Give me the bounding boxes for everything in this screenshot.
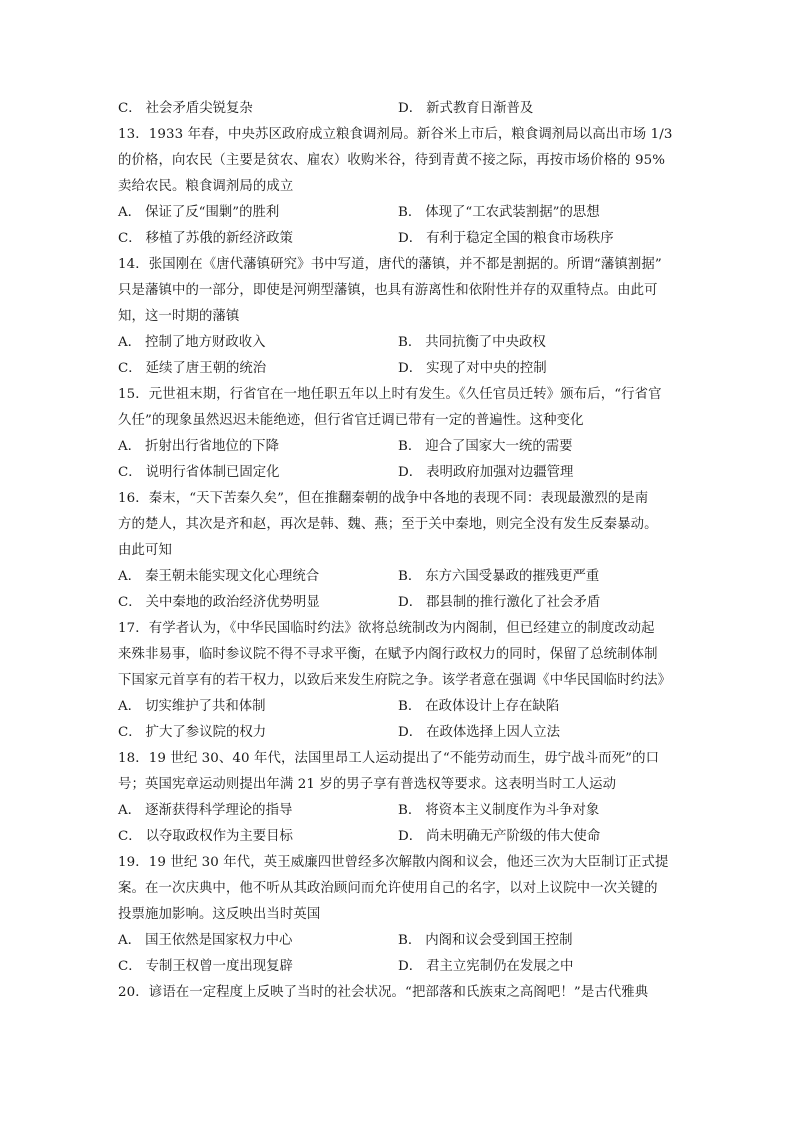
question-stem-start: 15．元世祖末期，行省官在一地任职五年以上时有发生。《久任官员迁转》颁布后，“行省官 bbox=[118, 387, 662, 402]
option-row bbox=[118, 464, 678, 482]
option-c[interactable] bbox=[118, 828, 293, 846]
question-stem-line: 下国家元首享有的若干权力，以致后来发生府院之争。该学者意在强调《中华民国临时约法》 bbox=[118, 673, 672, 688]
option-text: 迎合了国家大一统的需要 bbox=[425, 439, 573, 454]
question-stem-line: 卖给农民。粮食调剂局的成立 bbox=[118, 179, 294, 194]
option-row bbox=[118, 802, 678, 820]
option-letter: D． bbox=[398, 829, 423, 844]
question-stem-line: 只是藩镇中的一部分，即使是河朔型藩镇，也具有游离性和依附性并存的双重特点。由此可 bbox=[118, 283, 658, 298]
option-text: 关中秦地的政治经济优势明显 bbox=[145, 595, 320, 610]
option-row bbox=[118, 932, 678, 950]
question-stem-start: 18．19 世纪 30、40 年代，法国里昂工人运动提出了“不能劳动而生，毋宁战斗而死”的口 bbox=[118, 751, 660, 766]
option-d[interactable] bbox=[398, 828, 600, 846]
option-letter: C． bbox=[118, 595, 142, 610]
option-text: 在政体设计上存在缺陷 bbox=[425, 699, 560, 714]
option-row bbox=[118, 828, 678, 846]
option-row bbox=[118, 230, 678, 248]
option-b[interactable] bbox=[398, 932, 573, 950]
option-text: 东方六国受暴政的摧残更严重 bbox=[425, 569, 600, 584]
option-letter: A． bbox=[118, 933, 142, 948]
option-b[interactable] bbox=[398, 698, 559, 716]
option-letter: B． bbox=[398, 699, 422, 714]
option-letter: C． bbox=[118, 829, 142, 844]
option-a[interactable] bbox=[118, 334, 266, 352]
option-c[interactable] bbox=[118, 100, 253, 118]
option-c[interactable] bbox=[118, 594, 320, 612]
option-row bbox=[118, 438, 678, 456]
option-c[interactable] bbox=[118, 360, 266, 378]
option-letter: A． bbox=[118, 569, 142, 584]
option-letter: A． bbox=[118, 699, 142, 714]
option-row bbox=[118, 698, 678, 716]
question-stem-start: 13．1933 年春，中央苏区政府成立粮食调剂局。新谷米上市后，粮食调剂局以高出市场 1/3 bbox=[118, 127, 673, 142]
option-letter: C． bbox=[118, 725, 142, 740]
option-text: 实现了对中央的控制 bbox=[426, 361, 547, 376]
question-stem-line: 投票施加影响。这反映出当时英国 bbox=[118, 907, 321, 922]
option-letter: B． bbox=[398, 335, 422, 350]
question-stem-start: 16．秦末，“天下苦秦久矣”，但在推翻秦朝的战争中各地的表现不同：表现最激烈的是南 bbox=[118, 491, 649, 506]
option-d[interactable] bbox=[398, 100, 533, 118]
option-text: 表明政府加强对边疆管理 bbox=[426, 465, 574, 480]
option-letter: D． bbox=[398, 361, 423, 376]
option-letter: C． bbox=[118, 101, 142, 116]
option-a[interactable] bbox=[118, 802, 292, 820]
option-row bbox=[118, 100, 678, 118]
option-text: 切实维护了共和体制 bbox=[145, 699, 266, 714]
option-text: 国王依然是国家权力中心 bbox=[145, 933, 293, 948]
question-stem-line: 案。在一次庆典中，他不听从其政治顾问而允许使用自己的名字，以对上议院中一次关键的 bbox=[118, 881, 658, 896]
option-text: 控制了地方财政收入 bbox=[145, 335, 266, 350]
option-text: 折射出行省地位的下降 bbox=[145, 439, 279, 454]
option-letter: A． bbox=[118, 205, 142, 220]
option-d[interactable] bbox=[398, 958, 573, 976]
option-row bbox=[118, 958, 678, 976]
option-b[interactable] bbox=[398, 204, 600, 222]
option-letter: D． bbox=[398, 231, 423, 246]
option-letter: C． bbox=[118, 959, 142, 974]
option-text: 新式教育日渐普及 bbox=[426, 101, 534, 116]
option-b[interactable] bbox=[398, 438, 573, 456]
option-text: 延续了唐王朝的统治 bbox=[145, 361, 267, 376]
option-letter: B． bbox=[398, 569, 422, 584]
option-letter: D． bbox=[398, 595, 423, 610]
option-letter: D． bbox=[398, 465, 423, 480]
option-row bbox=[118, 334, 678, 352]
option-text: 内阁和议会受到国王控制 bbox=[425, 933, 573, 948]
option-text: 逐渐获得科学理论的指导 bbox=[145, 803, 293, 818]
option-text: 有利于稳定全国的粮食市场秩序 bbox=[426, 231, 614, 246]
option-a[interactable] bbox=[118, 438, 279, 456]
question-stem-start: 20．谚语在一定程度上反映了当时的社会状况。“把部落和氏族束之高阁吧！”是古代雅典 bbox=[118, 985, 649, 1000]
question-stem-start: 19．19 世纪 30 年代，英王威廉四世曾经多次解散内阁和议会，他还三次为大臣制订正式提 bbox=[118, 855, 669, 870]
option-a[interactable] bbox=[118, 698, 266, 716]
option-c[interactable] bbox=[118, 724, 266, 742]
option-letter: D． bbox=[398, 959, 423, 974]
option-b[interactable] bbox=[398, 334, 546, 352]
option-text: 保证了反“围剿”的胜利 bbox=[145, 205, 280, 220]
question-stem-line: 来殊非易事，临时参议院不得不寻求平衡，在赋予内阁行政权力的同时，保留了总统制体制 bbox=[118, 647, 658, 662]
option-letter: C． bbox=[118, 231, 142, 246]
option-text: 将资本主义制度作为斗争对象 bbox=[425, 803, 600, 818]
option-text: 共同抗衡了中央政权 bbox=[425, 335, 546, 350]
option-letter: C． bbox=[118, 361, 142, 376]
question-stem-line: 号；英国宪章运动则提出年满 21 岁的男子享有普选权等要求。这表明当时工人运动 bbox=[118, 777, 617, 792]
option-text: 在政体选择上因人立法 bbox=[426, 725, 561, 740]
question-stem-line: 知，这一时期的藩镇 bbox=[118, 309, 240, 324]
option-d[interactable] bbox=[398, 464, 573, 482]
option-c[interactable] bbox=[118, 230, 293, 248]
option-c[interactable] bbox=[118, 958, 293, 976]
option-letter: A． bbox=[118, 803, 142, 818]
option-d[interactable] bbox=[398, 360, 547, 378]
option-letter: B． bbox=[398, 205, 422, 220]
option-text: 社会矛盾尖锐复杂 bbox=[145, 101, 253, 116]
option-text: 移植了苏俄的新经济政策 bbox=[145, 231, 293, 246]
option-text: 扩大了参议院的权力 bbox=[145, 725, 267, 740]
option-letter: C． bbox=[118, 465, 142, 480]
option-d[interactable] bbox=[398, 724, 560, 742]
option-text: 尚未明确无产阶级的伟大使命 bbox=[426, 829, 601, 844]
option-text: 郡县制的推行激化了社会矛盾 bbox=[426, 595, 601, 610]
option-letter: B． bbox=[398, 803, 422, 818]
option-row bbox=[118, 594, 678, 612]
option-row bbox=[118, 360, 678, 378]
option-a[interactable] bbox=[118, 932, 292, 950]
question-stem-start: 14．张国刚在《唐代藩镇研究》书中写道，唐代的藩镇，并不都是割据的。所谓“藩镇割据” bbox=[118, 257, 662, 272]
option-letter: B． bbox=[398, 439, 422, 454]
option-d[interactable] bbox=[398, 594, 600, 612]
option-c[interactable] bbox=[118, 464, 280, 482]
option-row bbox=[118, 568, 678, 586]
option-text: 说明行省体制已固定化 bbox=[145, 465, 280, 480]
option-text: 秦王朝未能实现文化心理统合 bbox=[145, 569, 320, 584]
option-d[interactable] bbox=[398, 230, 614, 248]
option-row bbox=[118, 724, 678, 742]
option-b[interactable] bbox=[398, 802, 599, 820]
option-row bbox=[118, 204, 678, 222]
option-letter: D． bbox=[398, 101, 423, 116]
question-stem-line: 的价格，向农民（主要是贫农、雇农）收购米谷，待到青黄不接之际，再按市场价格的 95% bbox=[118, 153, 666, 168]
option-text: 君主立宪制仍在发展之中 bbox=[426, 959, 574, 974]
question-stem-line: 久任”的现象虽然迟迟未能绝迹，但行省官迁调已带有一定的普遍性。这种变化 bbox=[118, 413, 584, 428]
option-b[interactable] bbox=[398, 568, 599, 586]
option-a[interactable] bbox=[118, 568, 319, 586]
option-a[interactable] bbox=[118, 204, 279, 222]
option-letter: B． bbox=[398, 933, 422, 948]
option-text: 专制王权曾一度出现复辟 bbox=[145, 959, 293, 974]
option-text: 以夺取政权作为主要目标 bbox=[145, 829, 293, 844]
option-letter: A． bbox=[118, 335, 142, 350]
option-letter: D． bbox=[398, 725, 423, 740]
question-stem-line: 方的楚人，其次是齐和赵，再次是韩、魏、燕；至于关中秦地，则完全没有发生反秦暴动。 bbox=[118, 517, 658, 532]
option-text: 体现了“工农武装割据”的思想 bbox=[425, 205, 600, 220]
question-stem-start: 17．有学者认为，《中华民国临时约法》欲将总统制改为内阁制，但已经建立的制度改动起 bbox=[118, 621, 655, 636]
question-stem-line: 由此可知 bbox=[118, 543, 172, 558]
option-letter: A． bbox=[118, 439, 142, 454]
